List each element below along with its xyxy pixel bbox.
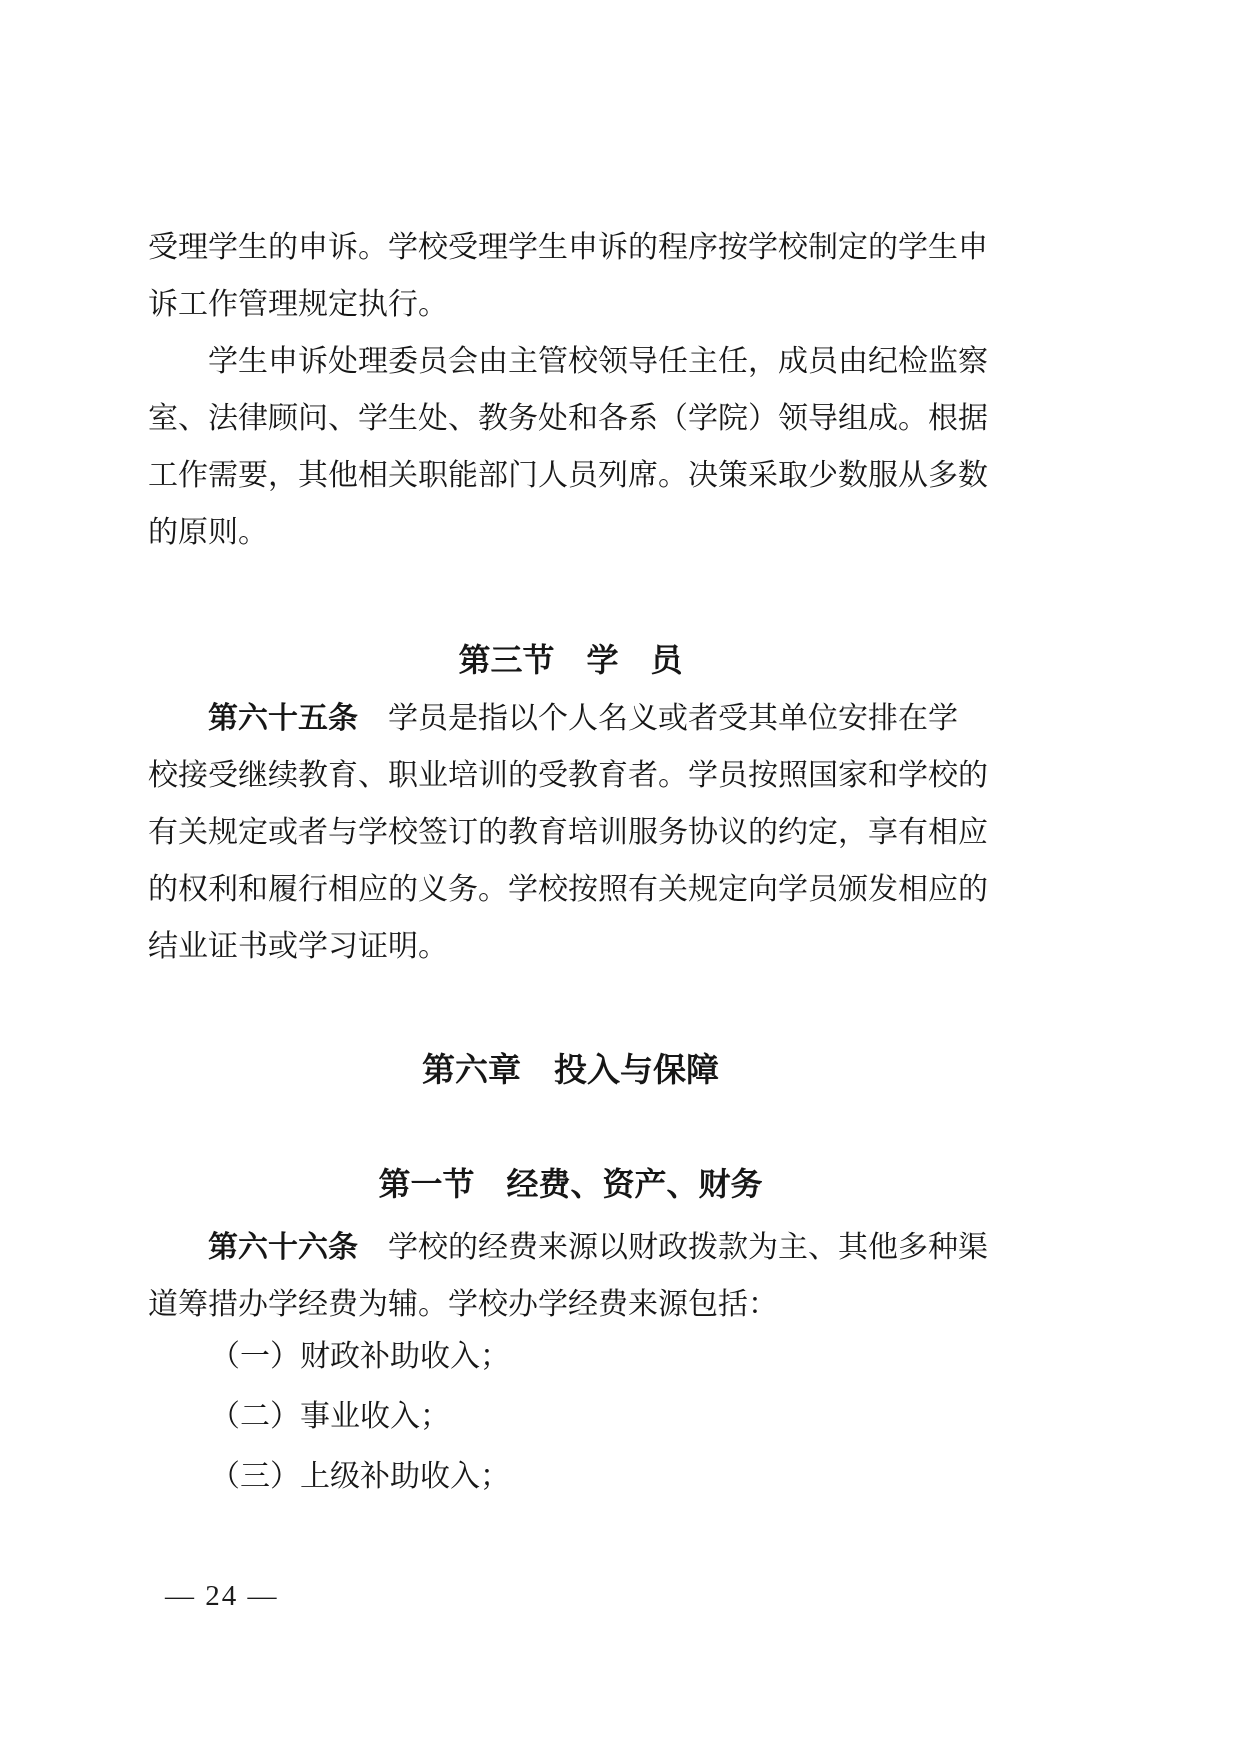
income-source-list [148,1327,993,1507]
body-line: 诉工作管理规定执行。 [148,288,448,321]
body-line: 室、法律顾问、学生处、教务处和各系（学院）领导组成。根据 [148,402,988,435]
article66-first-line [148,1219,993,1276]
section-heading-funds: 第一节 经费、资产、财务 [378,1166,763,1202]
article65-first-line [148,690,993,747]
body-line: 学生申诉处理委员会由主管校领导任主任，成员由纪检监察 [208,345,988,378]
document-content [148,219,993,1507]
article66-term: 第六十六条 [208,1231,358,1264]
article66-first-line-rest: 学校的经费来源以财政拨款为主、其他多种渠 [358,1231,988,1264]
chapter-heading-investment: 第六章 投入与保障 [422,1051,719,1088]
body-line: 工作需要，其他相关职能部门人员列席。决策采取少数服从多数 [148,459,988,492]
article65-first-line-rest: 学员是指以个人名义或者受其单位安排在学 [358,702,958,735]
list-item: （一）财政补助收入； [210,1340,510,1373]
body-line: 的原则。 [148,516,268,549]
body-line: 校接受继续教育、职业培训的受教育者。学员按照国家和学校的 [148,759,988,792]
page-number: — 24 — [165,1580,279,1612]
article65-term: 第六十五条 [208,702,358,735]
list-item: （二）事业收入； [210,1400,450,1433]
section-heading-students: 第三节 学 员 [458,642,683,678]
body-line: 有关规定或者与学校签订的教育培训服务协议的约定，享有相应 [148,816,988,849]
body-line: 道筹措办学经费为辅。学校办学经费来源包括： [148,1288,778,1321]
body-line: 的权利和履行相应的义务。学校按照有关规定向学员颁发相应的 [148,873,988,906]
list-item: （三）上级补助收入； [210,1460,510,1493]
body-line: 结业证书或学习证明。 [148,930,448,963]
body-line: 受理学生的申诉。学校受理学生申诉的程序按学校制定的学生申 [148,231,988,264]
